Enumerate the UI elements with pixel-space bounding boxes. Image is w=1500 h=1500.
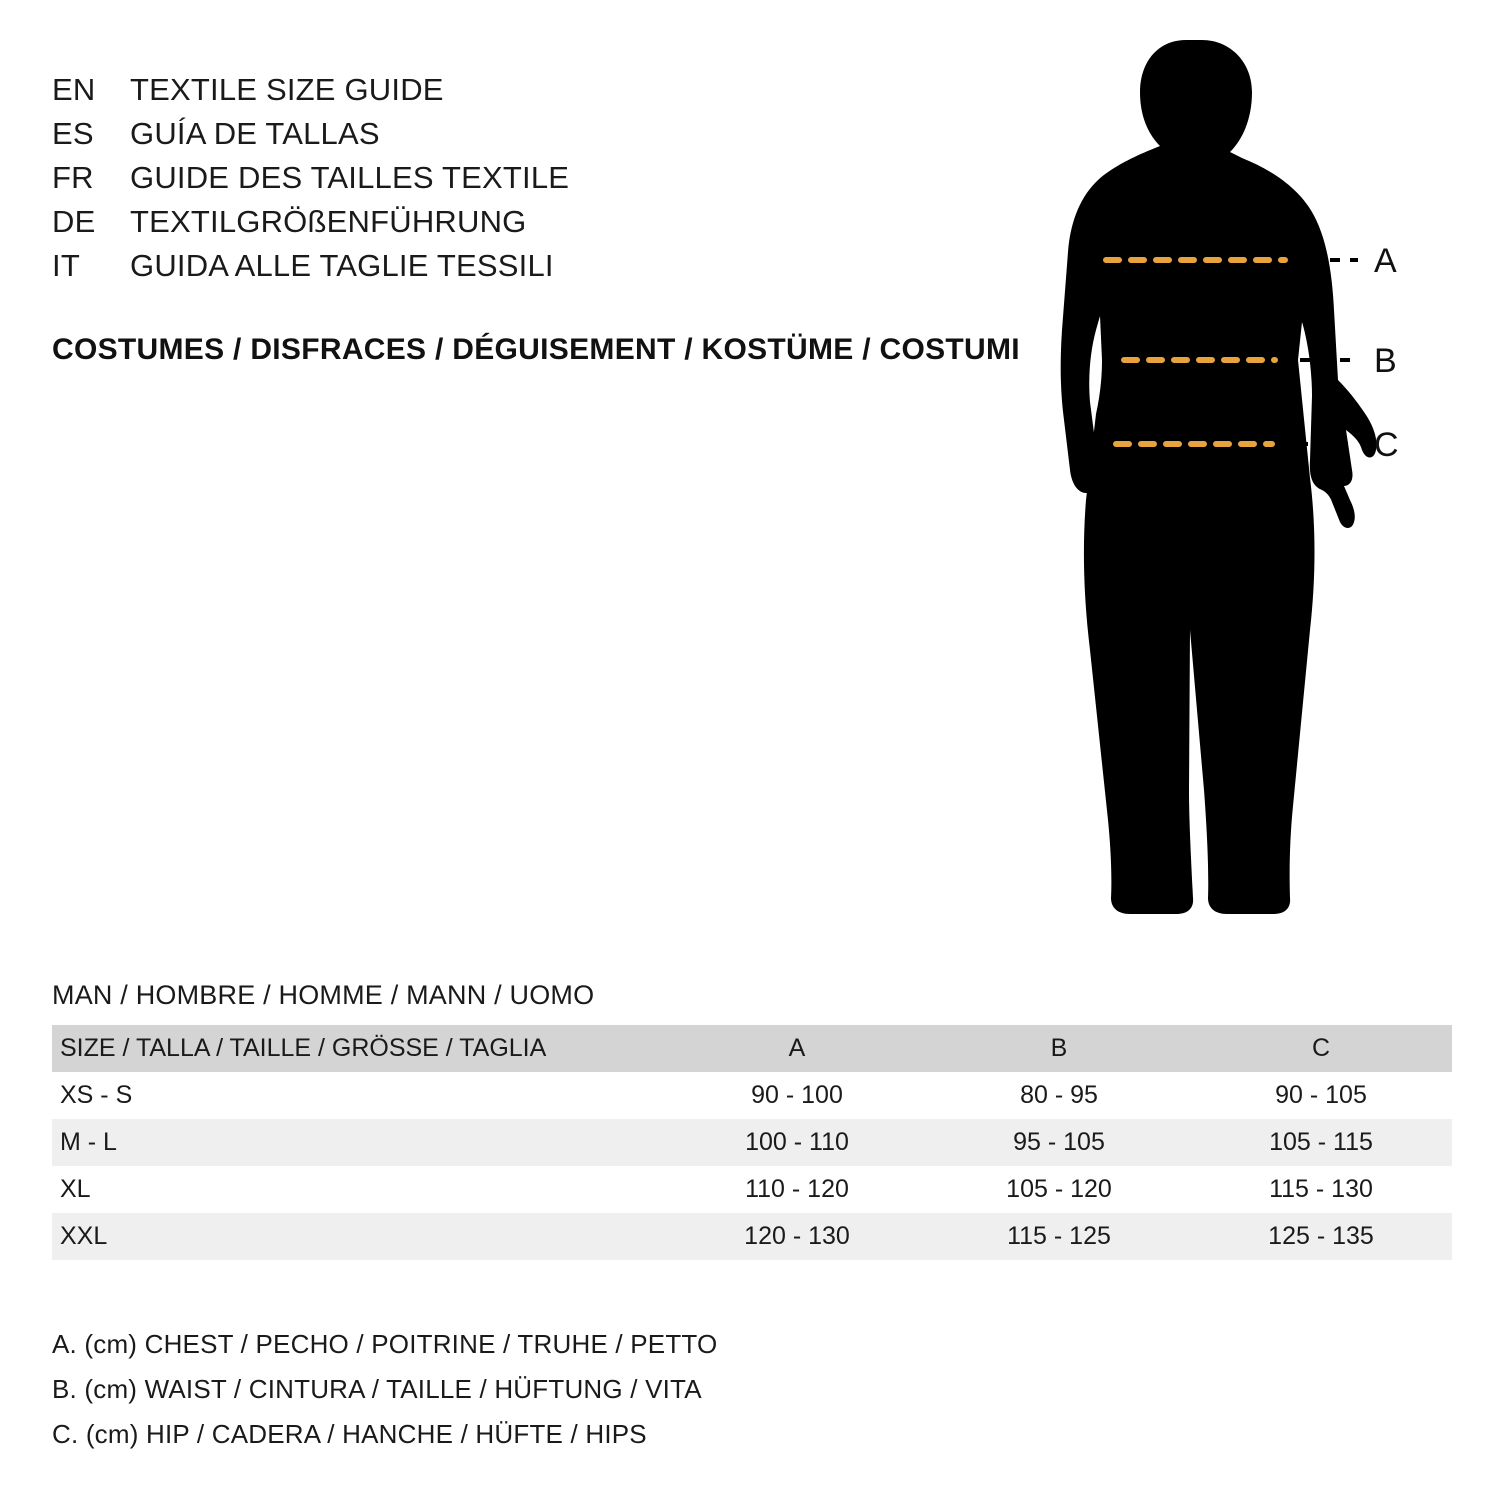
language-code: ES [52, 116, 94, 151]
language-row [52, 116, 872, 160]
language-title: GUÍA DE TALLAS [130, 116, 380, 151]
language-row [52, 248, 872, 292]
legend-item-c: C. (cm) HIP / CADERA / HANCHE / HÜFTE / HIPS [52, 1419, 647, 1449]
cell-b: 95 - 105 [928, 1119, 1190, 1166]
table-row [52, 1119, 1452, 1166]
cell-size: XS - S [52, 1072, 666, 1119]
language-row [52, 72, 872, 116]
language-title: GUIDE DES TAILLES TEXTILE [130, 160, 570, 195]
measurement-legend [52, 1322, 1152, 1457]
cell-c: 90 - 105 [1190, 1072, 1452, 1119]
legend-item-b: B. (cm) WAIST / CINTURA / TAILLE / HÜFTUNG / VITA [52, 1374, 702, 1404]
marker-label-c: C [1374, 426, 1399, 464]
cell-b: 105 - 120 [928, 1166, 1190, 1213]
cell-a: 120 - 130 [666, 1213, 928, 1260]
language-title: GUIDA ALLE TAGLIE TESSILI [130, 248, 554, 283]
table-row [52, 1072, 1452, 1119]
cell-size: XXL [52, 1213, 666, 1260]
column-header-b: B [928, 1025, 1190, 1072]
costumes-subtitle: COSTUMES / DISFRACES / DÉGUISEMENT / KOSTÜME / COSTUMI [52, 333, 1020, 366]
table-row [52, 1213, 1452, 1260]
table-header-row [52, 1025, 1452, 1072]
table-row [52, 1166, 1452, 1213]
size-table-section [52, 980, 1452, 1260]
column-header-size: SIZE / TALLA / TAILLE / GRÖSSE / TAGLIA [52, 1025, 666, 1072]
language-row [52, 160, 872, 204]
cell-size: M - L [52, 1119, 666, 1166]
cell-a: 110 - 120 [666, 1166, 928, 1213]
language-code: IT [52, 248, 80, 283]
cell-size: XL [52, 1166, 666, 1213]
body-measurement-figure [990, 30, 1460, 930]
language-code: FR [52, 160, 94, 195]
marker-label-a: A [1374, 242, 1397, 280]
cell-b: 80 - 95 [928, 1072, 1190, 1119]
column-header-a: A [666, 1025, 928, 1072]
table-caption: MAN / HOMBRE / HOMME / MANN / UOMO [52, 980, 595, 1010]
cell-c: 115 - 130 [1190, 1166, 1452, 1213]
legend-item-a: A. (cm) CHEST / PECHO / POITRINE / TRUHE / PETTO [52, 1329, 718, 1359]
cell-c: 125 - 135 [1190, 1213, 1452, 1260]
cell-b: 115 - 125 [928, 1213, 1190, 1260]
column-header-c: C [1190, 1025, 1452, 1072]
cell-a: 100 - 110 [666, 1119, 928, 1166]
size-table [52, 1025, 1452, 1260]
language-list [52, 72, 872, 292]
male-silhouette-icon [1061, 40, 1377, 914]
language-row [52, 204, 872, 248]
cell-c: 105 - 115 [1190, 1119, 1452, 1166]
language-title: TEXTILE SIZE GUIDE [130, 72, 444, 107]
language-title: TEXTILGRÖßENFÜHRUNG [130, 204, 527, 239]
language-code: EN [52, 72, 96, 107]
marker-label-b: B [1374, 342, 1397, 380]
language-code: DE [52, 204, 96, 239]
cell-a: 90 - 100 [666, 1072, 928, 1119]
